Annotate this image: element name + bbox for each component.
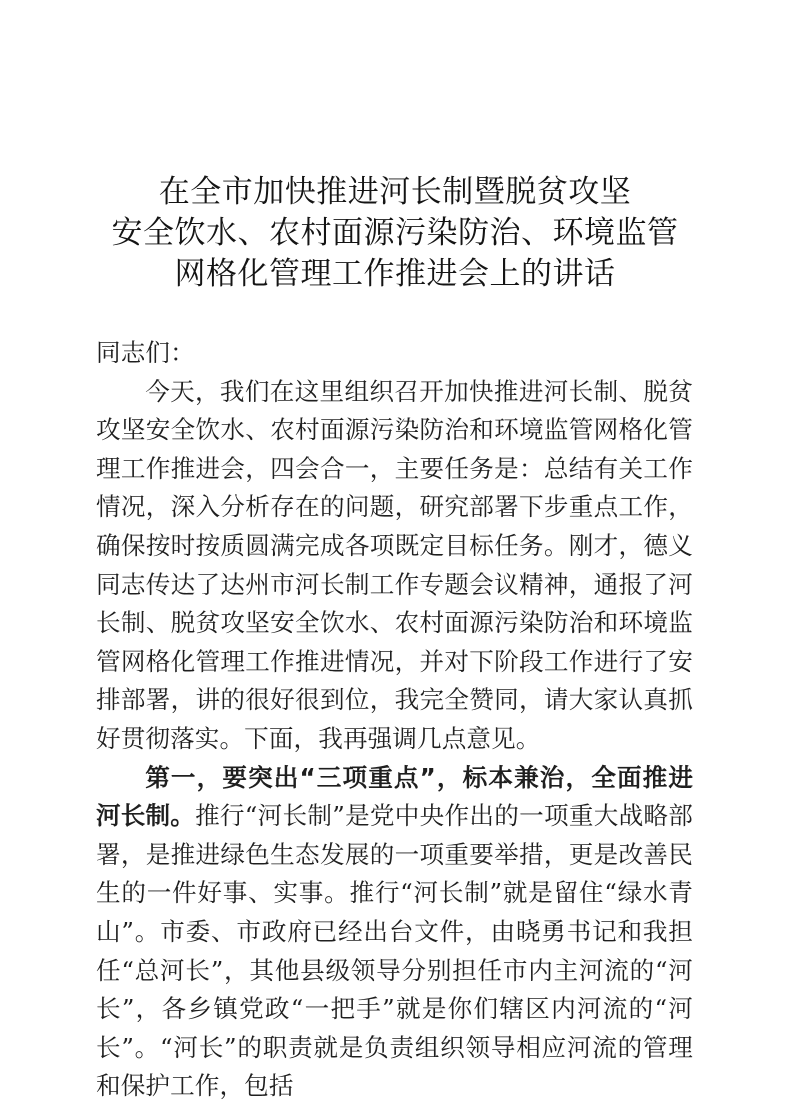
- title-line-1: 在全市加快推进河长制暨脱贫攻坚: [158, 174, 632, 210]
- title-line-3: 网格化管理工作推进会上的讲话: [174, 256, 616, 292]
- paragraph-point-one-lead: 第一，要突出“三项重点”，标本兼治，全面推进河长制。: [96, 762, 693, 831]
- paragraph-opening: 今天，我们在这里组织召开加快推进河长制、脱贫攻坚安全饮水、农村面源污染防治和环境监管网格化管理工作推进会，四会合一，主要任务是：总结有关工作情况，深入分析存在的问题，研究部署下步重点工作，确保按时按质圆满完成各项既定目标任务。刚才，德义同志传达了达州市河长制工作专题会议精神，通报了河长制、脱贫攻坚安全饮水、农村面源污染防治和环境监管网格化管理工作推进情况，并对下阶段工作进行了安排部署，讲的很好很到位，我完全赞同，请大家认真抓好贯彻落实。下面，我再强调几点意见。: [96, 376, 693, 753]
- document-title: [0, 172, 790, 295]
- paragraph-point-one-text: 推行“河长制”是党中央作出的一项重大战略部署，是推进绿色生态发展的一项重要举措，更是改善民生的一件好事、实事。推行“河长制”就是留住“绿水青山”。市委、市政府已经出台文件，由晓勇书记和我担任“总河长”，其他县级领导分别担任市内主河流的“河长”，各乡镇党政“一把手”就是你们辖区内河流的“河长”。“河长”的职责就是负责组织领导相应河流的管理和保护工作，包括: [96, 801, 693, 1101]
- document-body: [96, 334, 693, 1106]
- paragraph-salutation: 同志们：: [96, 338, 195, 367]
- paragraph-point-one: [96, 759, 693, 1106]
- title-line-2: 安全饮水、农村面源污染防治、环境监管: [111, 215, 679, 251]
